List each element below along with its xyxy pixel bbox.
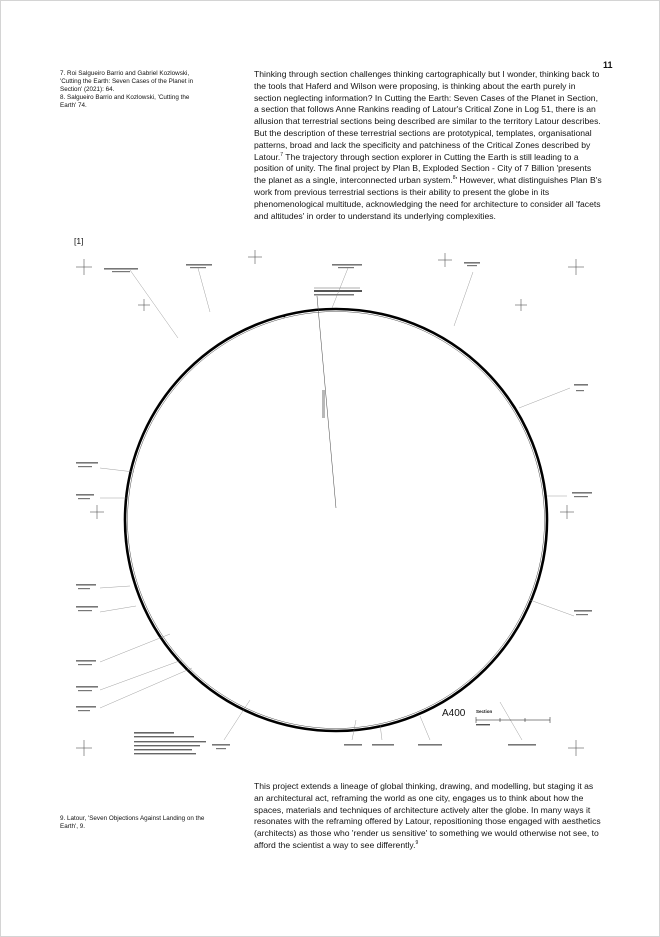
- body-paragraph-bottom: This project extends a lineage of global thinking, drawing, and modelling, but staging it as an architectural act, reframing the world as one city, engages us to think about how the spaces, materials and techniques of architecture actively alter the globe. In many ways it resonates with the reframing offered by Latour, repositioning those engaged with aesthetics (architects) as those who 'render us sensitive' to something we would otherwise not see, to afford the scientist a way to see differently.$^9$: [254, 781, 601, 850]
- scale-title: Section: [476, 709, 493, 714]
- scale-bar: [476, 717, 550, 723]
- registration-marks: [76, 250, 600, 756]
- footnote-9: 9. Latour, 'Seven Objections Against Landing on the Earth', 9.: [60, 815, 205, 830]
- footnote-ref-9[interactable]: 9: [415, 840, 419, 847]
- footnote-ref-7[interactable]: 7: [280, 151, 284, 158]
- section-drawing: [60, 250, 600, 765]
- globe-section-circle: [125, 309, 547, 731]
- figure-exploded-section: [60, 250, 600, 765]
- leader-lines: [100, 268, 574, 740]
- figure-label: [1]: [74, 236, 84, 246]
- page-number: 11: [603, 60, 613, 70]
- footnote-8: 8. Salgueiro Barrio and Kozlowski, 'Cutting the Earth' 74.: [60, 94, 190, 109]
- legend-block: [134, 732, 206, 754]
- body-paragraph-top: Thinking through section challenges thinking cartographically but I wonder, thinking back to the tools that Haferd and Wilson were proposing, is thinking about the earth purely in section neglecting information? In Cutting the Earth: Seven Cases of the Planet in Section, a section that follows Anne Rankins reading of Latour's Critical Zone in Log 51, there is an allusion that terrestrial sections being described are similar to the territory Latour describes. But the description of these terrestrial sections are prototypical, templates, organisational patterns, broad and lack the specificity and patchiness of the Critical Zones described by Latour.$^7$ The trajectory through section explorer in Cutting the Earth is still leading to a position of unity. The final project by Plan B, Exploded Section - City of 7 Billion 'presents the planet as a single, interconnected urban system.$^8$' However, what distinguishes Plan B's work from previous terrestrial sections is their ability to present the globe in its phenomenological multitude, acknowledging the need for architecture to consider all 'facets and altitudes' in order to understand its underlying complexities.: [254, 69, 602, 221]
- radial-section-line: [317, 296, 336, 508]
- city-marker: [283, 315, 286, 318]
- footnote-ref-8[interactable]: 8: [452, 175, 456, 182]
- callout-labels: [76, 262, 592, 749]
- footnote-7: 7. Roi Salgueiro Barrio and Gabriel Kozlowski, 'Cutting the Earth: Seven Cases of the Planet in Section' (2021): 64.: [60, 70, 194, 93]
- drawing-code: A400: [442, 708, 466, 719]
- footnotes-top: [60, 70, 205, 110]
- top-callout: [314, 288, 362, 418]
